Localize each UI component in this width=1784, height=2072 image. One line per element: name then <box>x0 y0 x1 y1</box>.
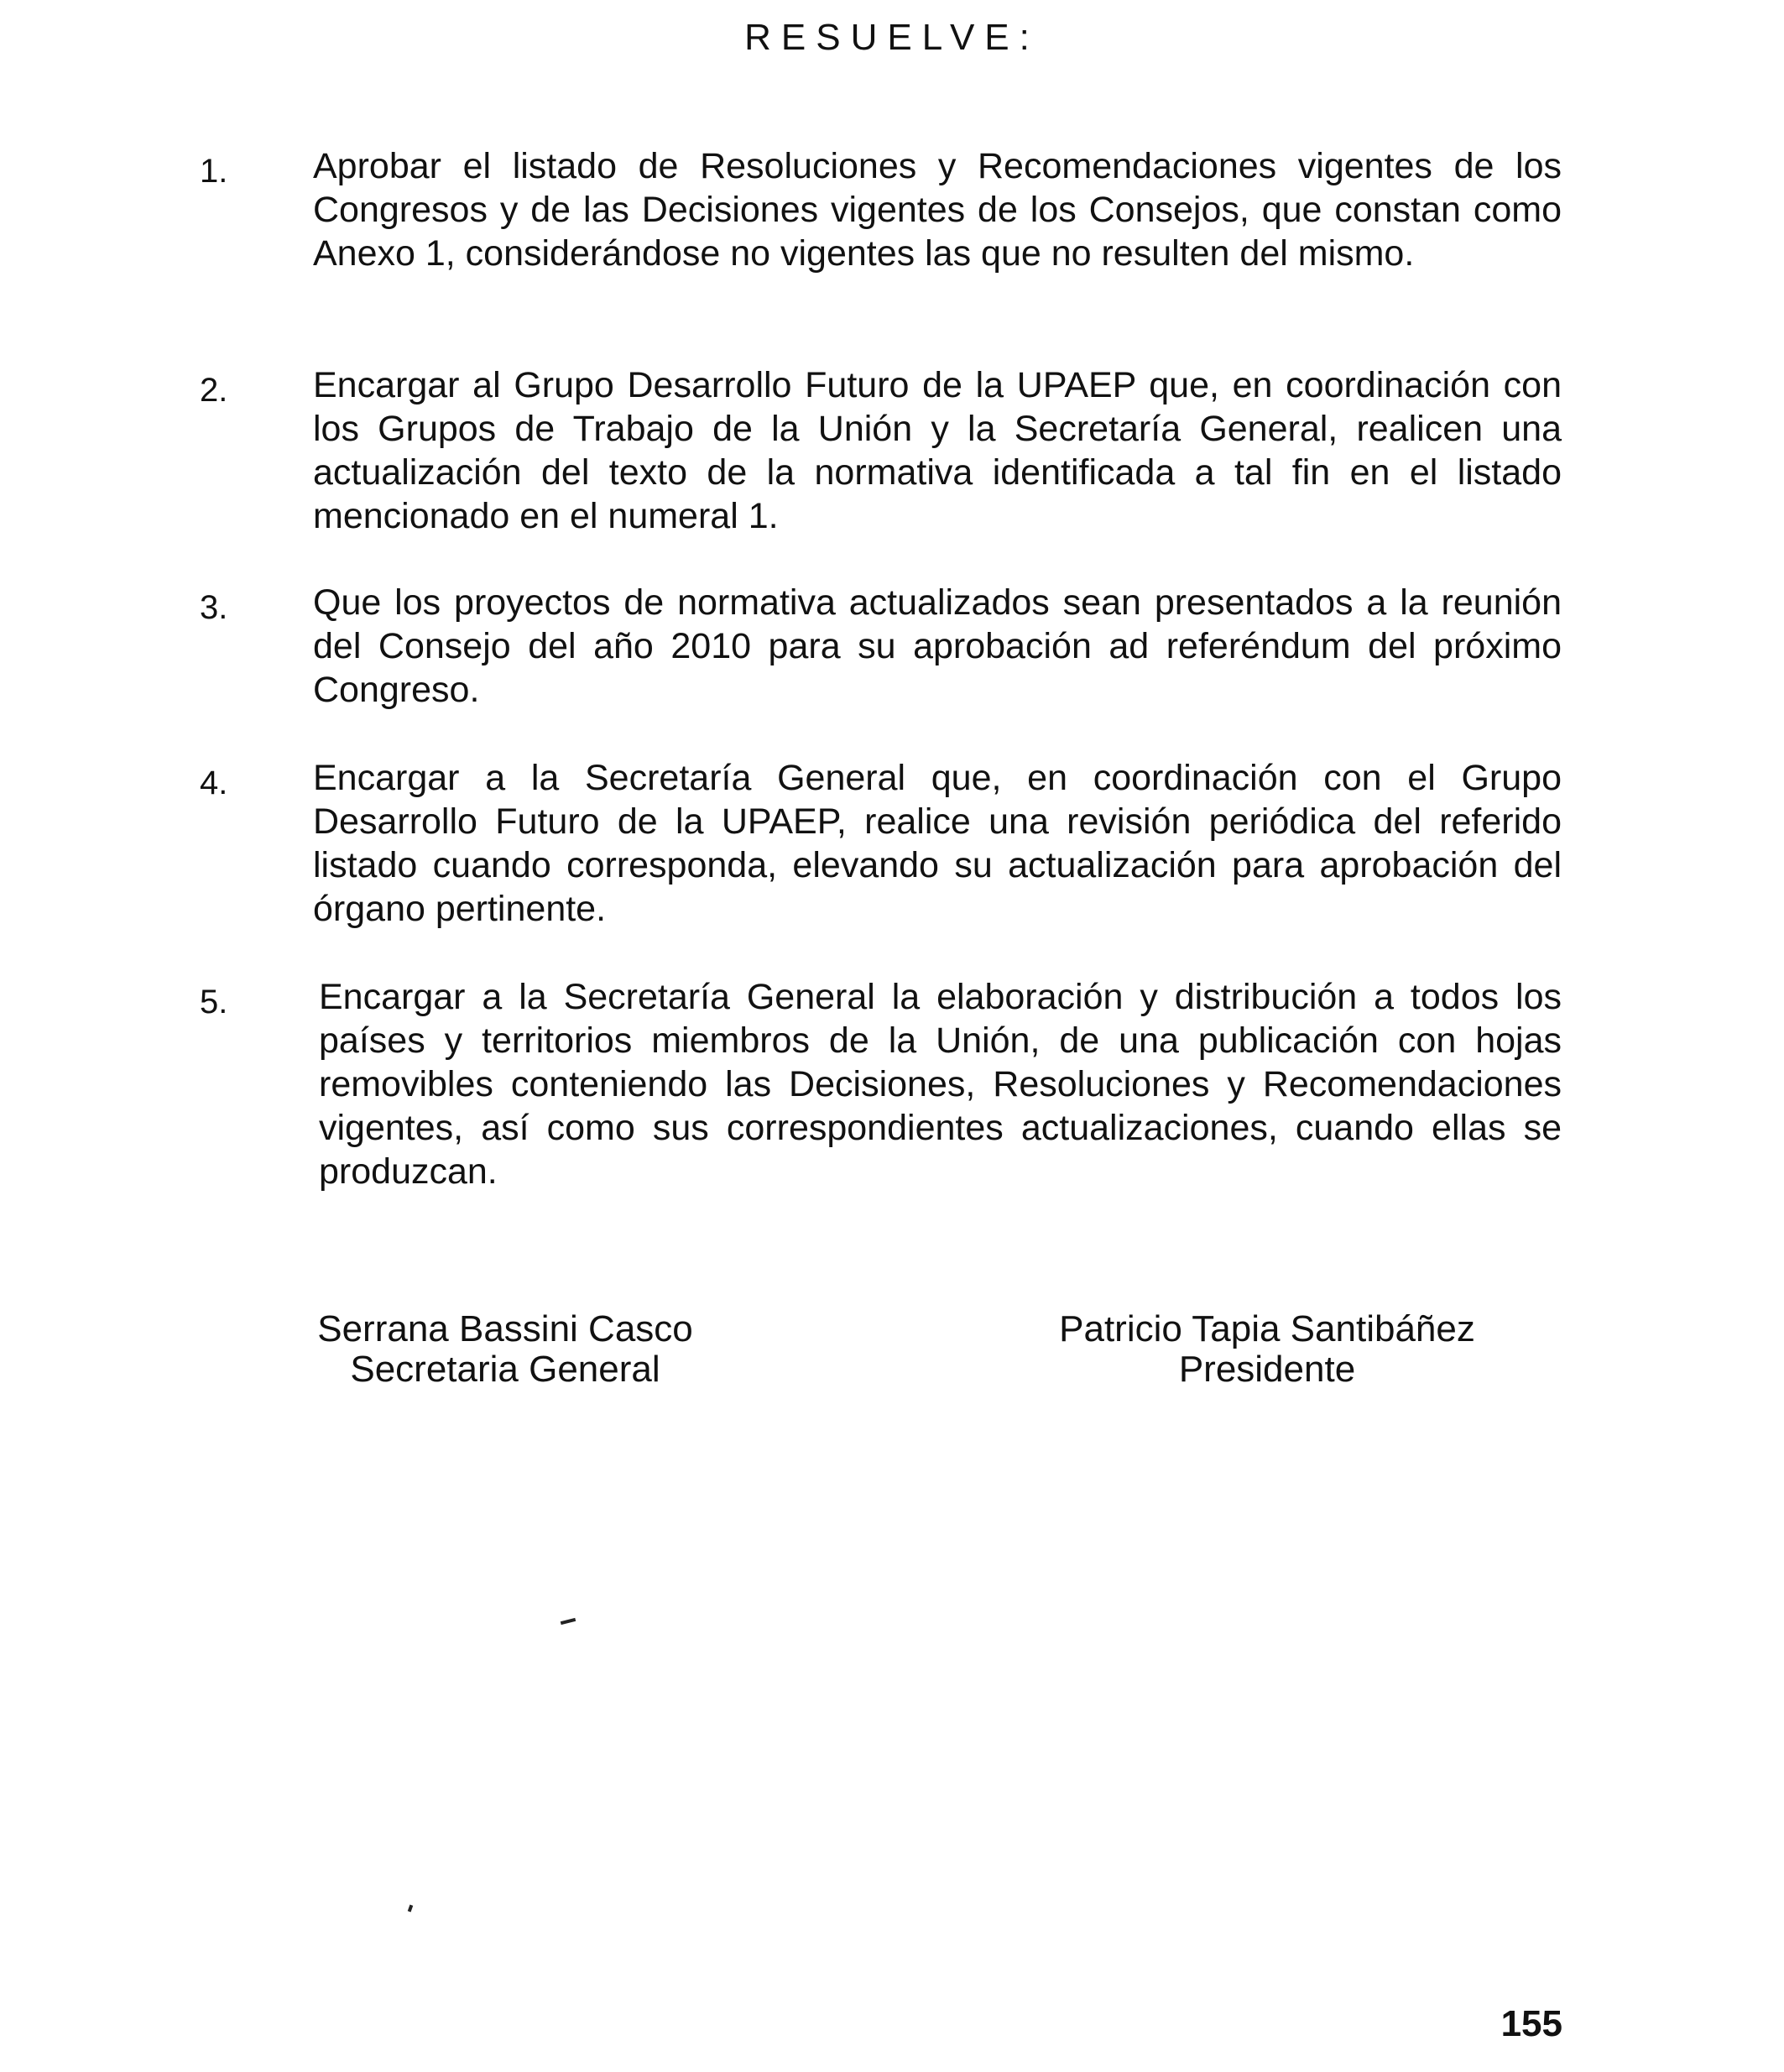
page-heading: RESUELVE: <box>744 17 1040 58</box>
item-text: Encargar al Grupo Desarrollo Futuro de la UPAEP que, en coordinación con los Grupos de Trabajo de la Unión y la Secretaría General, realicen una actualización del texto de la normativa identificada a tal fin en el listado mencionado en el numeral 1. <box>313 365 1562 536</box>
item-text: Encargar a la Secretaría General la elaboración y distribución a todos los países y territorios miembros de la Unión, de una publicación con hojas removibles conteniendo las Decisiones, Resoluciones y Recomendaciones vigentes, así como sus correspondientes actualizaciones, cuando ellas se produzcan. <box>319 977 1562 1192</box>
signature-block-president <box>1032 1309 1502 1390</box>
signature-block-secretary <box>304 1309 707 1390</box>
item-number: 5. <box>200 984 228 1020</box>
item-text: Que los proyectos de normativa actualizados sean presentados a la reunión del Consejo del año 2010 para su aprobación ad referéndum del próximo Congreso. <box>313 582 1562 710</box>
item-number: 4. <box>200 765 228 801</box>
page-number: 155 <box>1500 2003 1562 2044</box>
signatory-name: Patricio Tapia Santibáñez <box>1059 1308 1475 1349</box>
signatory-role: Secretaria General <box>350 1349 660 1390</box>
item-number: 3. <box>200 589 228 626</box>
item-number: 2. <box>200 372 228 409</box>
scan-speck <box>561 1618 576 1625</box>
item-text: Aprobar el listado de Resoluciones y Recomendaciones vigentes de los Congresos y de las Decisiones vigentes de los Consejos, que constan como Anexo 1, considerándose no vigentes las que no resulten del mismo. <box>313 146 1562 274</box>
signatory-role: Presidente <box>1178 1349 1356 1390</box>
scan-speck <box>408 1905 413 1913</box>
item-text: Encargar a la Secretaría General que, en coordinación con el Grupo Desarrollo Futuro de la UPAEP, realice una revisión periódica del referido listado cuando corresponda, elevando su actualización para aprobación del órgano pertinente. <box>313 758 1562 929</box>
signatory-name: Serrana Bassini Casco <box>317 1308 693 1349</box>
item-number: 1. <box>200 153 228 190</box>
